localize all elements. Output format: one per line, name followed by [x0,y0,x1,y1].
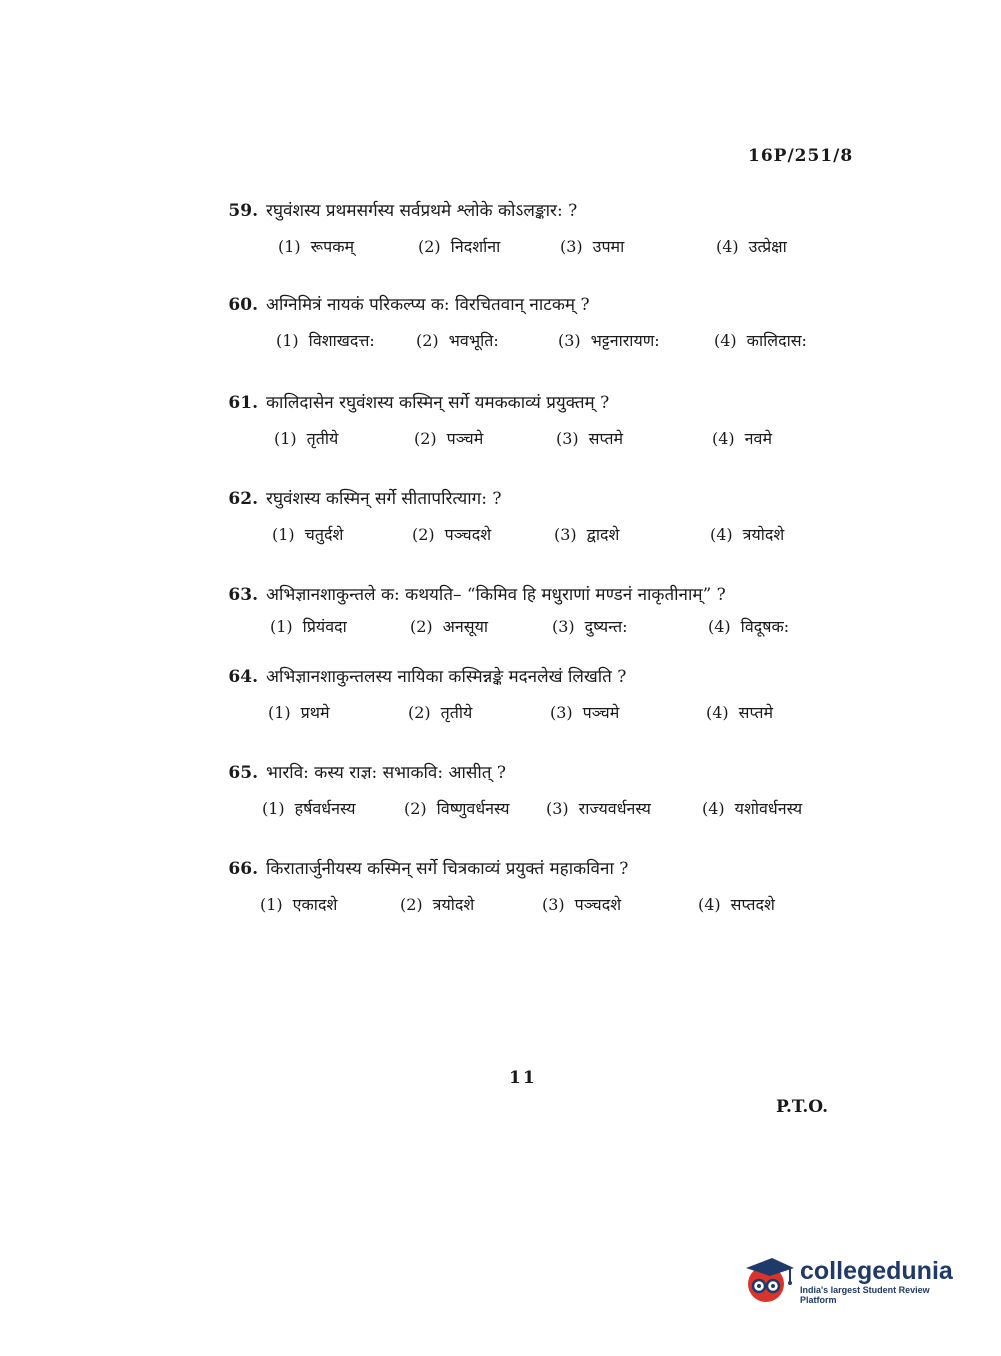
question-number: 66. [228,859,258,879]
option-2: (2) त्रयोदशे [400,895,475,914]
option-1: (1) चतुर्दशे [272,525,344,544]
pto-label: P.T.O. [776,1097,828,1117]
logo-name: collegedunia [800,1257,953,1285]
question-65 [220,760,840,827]
option-4: (4) उत्प्रेक्षा [716,237,787,256]
question-number: 64. [228,667,258,687]
option-1: (1) प्रियंवदा [270,617,347,636]
question-text: अग्निमित्रं नायकं परिकल्प्य क: विरचितवान् नाटकम् ? [266,295,590,315]
option-2: (2) पञ्चदशे [412,525,492,544]
option-3: (3) भट्टनारायण: [558,331,660,350]
question-61 [220,390,840,457]
question-text: अभिज्ञानशाकुन्तलस्य नायिका कस्मिन्नङ्के मदनलेखं लिखति ? [266,667,627,687]
options [220,523,840,553]
option-1: (1) तृतीये [274,429,339,448]
option-3: (3) उपमा [560,237,625,256]
question-64 [220,664,840,731]
page-number: 11 [509,1068,537,1088]
logo-tagline: India's largest Student Review Platform [800,1285,930,1305]
option-2: (2) तृतीये [408,703,473,722]
option-1: (1) हर्षवर्धनस्य [262,799,356,818]
option-3: (3) द्वादशे [554,525,620,544]
option-1: (1) एकादशे [260,895,338,914]
question-number: 62. [228,489,258,509]
option-2: (2) अनसूया [410,617,489,636]
option-3: (3) राज्यवर्धनस्य [546,799,651,818]
question-text: रघुवंशस्य प्रथमसर्गस्य सर्वप्रथमे श्लोके कोऽलङ्कार: ? [266,201,578,221]
question-number: 60. [228,295,258,315]
options [220,427,840,457]
option-4: (4) कालिदास: [714,331,807,350]
options [220,893,840,923]
option-4: (4) सप्तमे [706,703,774,722]
question-62 [220,486,840,553]
option-1: (1) रूपकम् [278,237,355,256]
question-text: किरातार्जुनीयस्य कस्मिन् सर्गे चित्रकाव्यं प्रयुक्तं महाकविना ? [266,859,629,879]
option-4: (4) यशोवर्धनस्य [702,799,803,818]
options [220,615,840,645]
option-4: (4) सप्तदशे [698,895,775,914]
question-59 [220,198,840,265]
graduate-mascot-icon [742,1254,796,1308]
question-text: कालिदासेन रघुवंशस्य कस्मिन् सर्गे यमककाव्यं प्रयुक्तम् ? [266,393,610,413]
option-4: (4) त्रयोदशे [710,525,785,544]
option-3: (3) पञ्चमे [550,703,620,722]
option-3: (3) सप्तमे [556,429,624,448]
question-number: 61. [228,393,258,413]
question-number: 65. [228,763,258,783]
option-1: (1) विशाखदत्त: [276,331,375,350]
option-1: (1) प्रथमे [268,703,330,722]
options [220,235,840,265]
collegedunia-watermark [742,1250,968,1312]
option-4: (4) विदूषक: [708,617,790,636]
question-number: 59. [228,201,258,221]
option-2: (2) विष्णुवर्धनस्य [404,799,510,818]
question-text: अभिज्ञानशाकुन्तले क: कथयति– “किमिव हि मधुराणां मण्डनं नाकृतीनाम्” ? [266,585,726,605]
option-3: (3) दुष्यन्त: [552,617,628,636]
options [220,701,840,731]
question-63 [220,582,840,645]
options [220,797,840,827]
options [220,329,840,359]
option-2: (2) पञ्चमे [414,429,484,448]
question-60 [220,292,840,359]
option-2: (2) निदर्शाना [418,237,501,256]
question-text: रघुवंशस्य कस्मिन् सर्गे सीतापरित्याग: ? [266,489,502,509]
question-66 [220,856,840,923]
question-number: 63. [228,585,258,605]
option-2: (2) भवभूति: [416,331,499,350]
question-text: भारवि: कस्य राज्ञ: सभाकवि: आसीत् ? [266,763,506,783]
paper-code: 16P/251/8 [748,146,854,166]
option-3: (3) पञ्चदशे [542,895,622,914]
option-4: (4) नवमे [712,429,773,448]
